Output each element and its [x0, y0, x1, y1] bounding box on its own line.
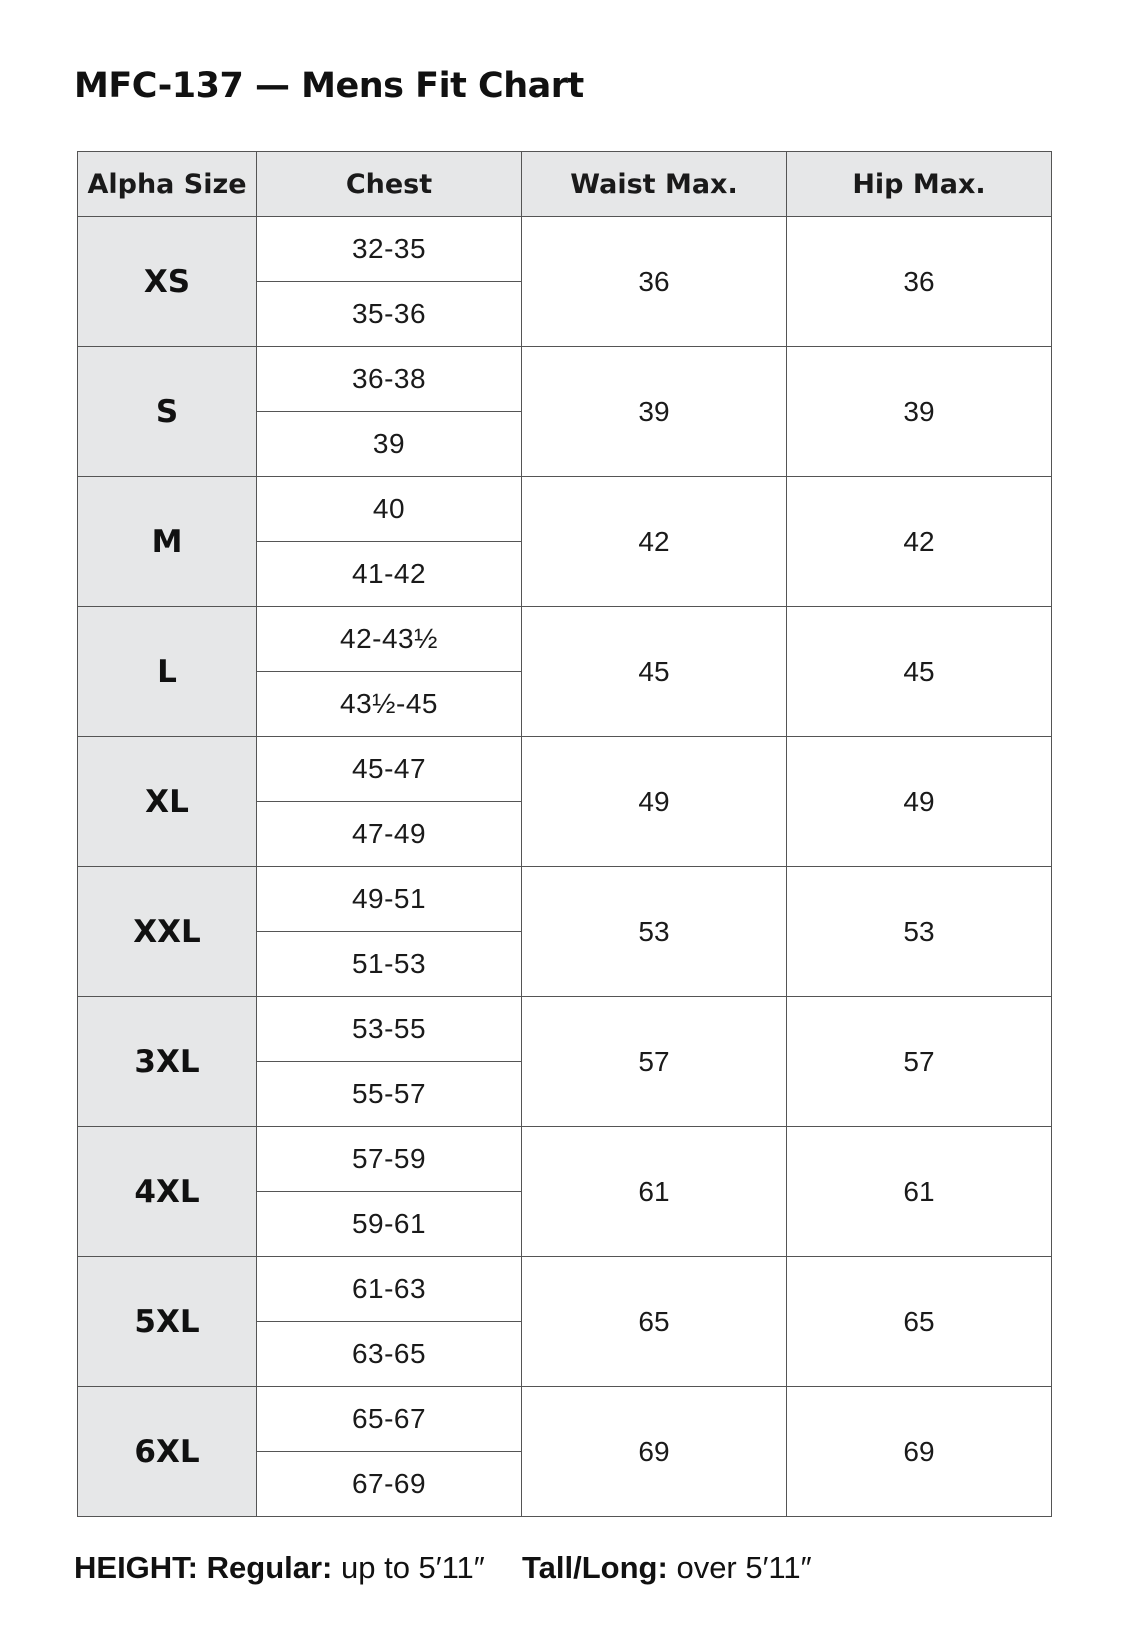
- chest-cell: 53-55: [257, 997, 522, 1062]
- height-label: HEIGHT:: [74, 1550, 198, 1585]
- hip-max-cell: 65: [787, 1257, 1052, 1387]
- height-note: [74, 1550, 812, 1586]
- chest-cell: 49-51: [257, 867, 522, 932]
- chest-cell: 63-65: [257, 1322, 522, 1387]
- chest-cell: 41-42: [257, 542, 522, 607]
- hip-max-cell: 49: [787, 737, 1052, 867]
- size-row-s: [78, 347, 1052, 412]
- alpha-size-cell: XS: [78, 217, 257, 347]
- tall-label: Tall/Long:: [522, 1550, 668, 1585]
- chest-cell: 35-36: [257, 282, 522, 347]
- header-hip-max: Hip Max.: [787, 152, 1052, 217]
- chest-cell: 42-43½: [257, 607, 522, 672]
- alpha-size-cell: M: [78, 477, 257, 607]
- chest-cell: 57-59: [257, 1127, 522, 1192]
- header-row: [78, 152, 1052, 217]
- hip-max-cell: 36: [787, 217, 1052, 347]
- regular-label: Regular:: [206, 1550, 333, 1585]
- hip-max-cell: 57: [787, 997, 1052, 1127]
- hip-max-cell: 42: [787, 477, 1052, 607]
- tall-value: over 5′11″: [676, 1550, 812, 1585]
- alpha-size-cell: 3XL: [78, 997, 257, 1127]
- hip-max-cell: 53: [787, 867, 1052, 997]
- hip-max-cell: 69: [787, 1387, 1052, 1517]
- size-row-xs: [78, 217, 1052, 282]
- waist-max-cell: 57: [522, 997, 787, 1127]
- size-row-4xl: [78, 1127, 1052, 1192]
- chest-cell: 40: [257, 477, 522, 542]
- hip-max-cell: 39: [787, 347, 1052, 477]
- chest-cell: 61-63: [257, 1257, 522, 1322]
- chest-cell: 67-69: [257, 1452, 522, 1517]
- header-waist-max: Waist Max.: [522, 152, 787, 217]
- chest-cell: 47-49: [257, 802, 522, 867]
- size-row-3xl: [78, 997, 1052, 1062]
- waist-max-cell: 69: [522, 1387, 787, 1517]
- alpha-size-cell: 6XL: [78, 1387, 257, 1517]
- waist-max-cell: 42: [522, 477, 787, 607]
- size-row-l: [78, 607, 1052, 672]
- fit-chart-table: [77, 151, 1052, 1517]
- fit-chart-body: [78, 217, 1052, 1517]
- regular-value: up to 5′11″: [341, 1550, 485, 1585]
- chest-cell: 65-67: [257, 1387, 522, 1452]
- waist-max-cell: 65: [522, 1257, 787, 1387]
- chest-cell: 36-38: [257, 347, 522, 412]
- waist-max-cell: 36: [522, 217, 787, 347]
- size-row-m: [78, 477, 1052, 542]
- alpha-size-cell: XL: [78, 737, 257, 867]
- header-alpha-size: Alpha Size: [78, 152, 257, 217]
- alpha-size-cell: L: [78, 607, 257, 737]
- alpha-size-cell: XXL: [78, 867, 257, 997]
- hip-max-cell: 61: [787, 1127, 1052, 1257]
- chest-cell: 55-57: [257, 1062, 522, 1127]
- chest-cell: 45-47: [257, 737, 522, 802]
- chest-cell: 59-61: [257, 1192, 522, 1257]
- hip-max-cell: 45: [787, 607, 1052, 737]
- waist-max-cell: 49: [522, 737, 787, 867]
- size-row-5xl: [78, 1257, 1052, 1322]
- size-row-xl: [78, 737, 1052, 802]
- chest-cell: 39: [257, 412, 522, 477]
- alpha-size-cell: S: [78, 347, 257, 477]
- size-row-xxl: [78, 867, 1052, 932]
- chest-cell: 43½-45: [257, 672, 522, 737]
- alpha-size-cell: 5XL: [78, 1257, 257, 1387]
- size-row-6xl: [78, 1387, 1052, 1452]
- alpha-size-cell: 4XL: [78, 1127, 257, 1257]
- header-chest: Chest: [257, 152, 522, 217]
- chest-cell: 51-53: [257, 932, 522, 997]
- waist-max-cell: 39: [522, 347, 787, 477]
- waist-max-cell: 53: [522, 867, 787, 997]
- page-title: MFC-137 — Mens Fit Chart: [74, 66, 584, 106]
- waist-max-cell: 61: [522, 1127, 787, 1257]
- chest-cell: 32-35: [257, 217, 522, 282]
- waist-max-cell: 45: [522, 607, 787, 737]
